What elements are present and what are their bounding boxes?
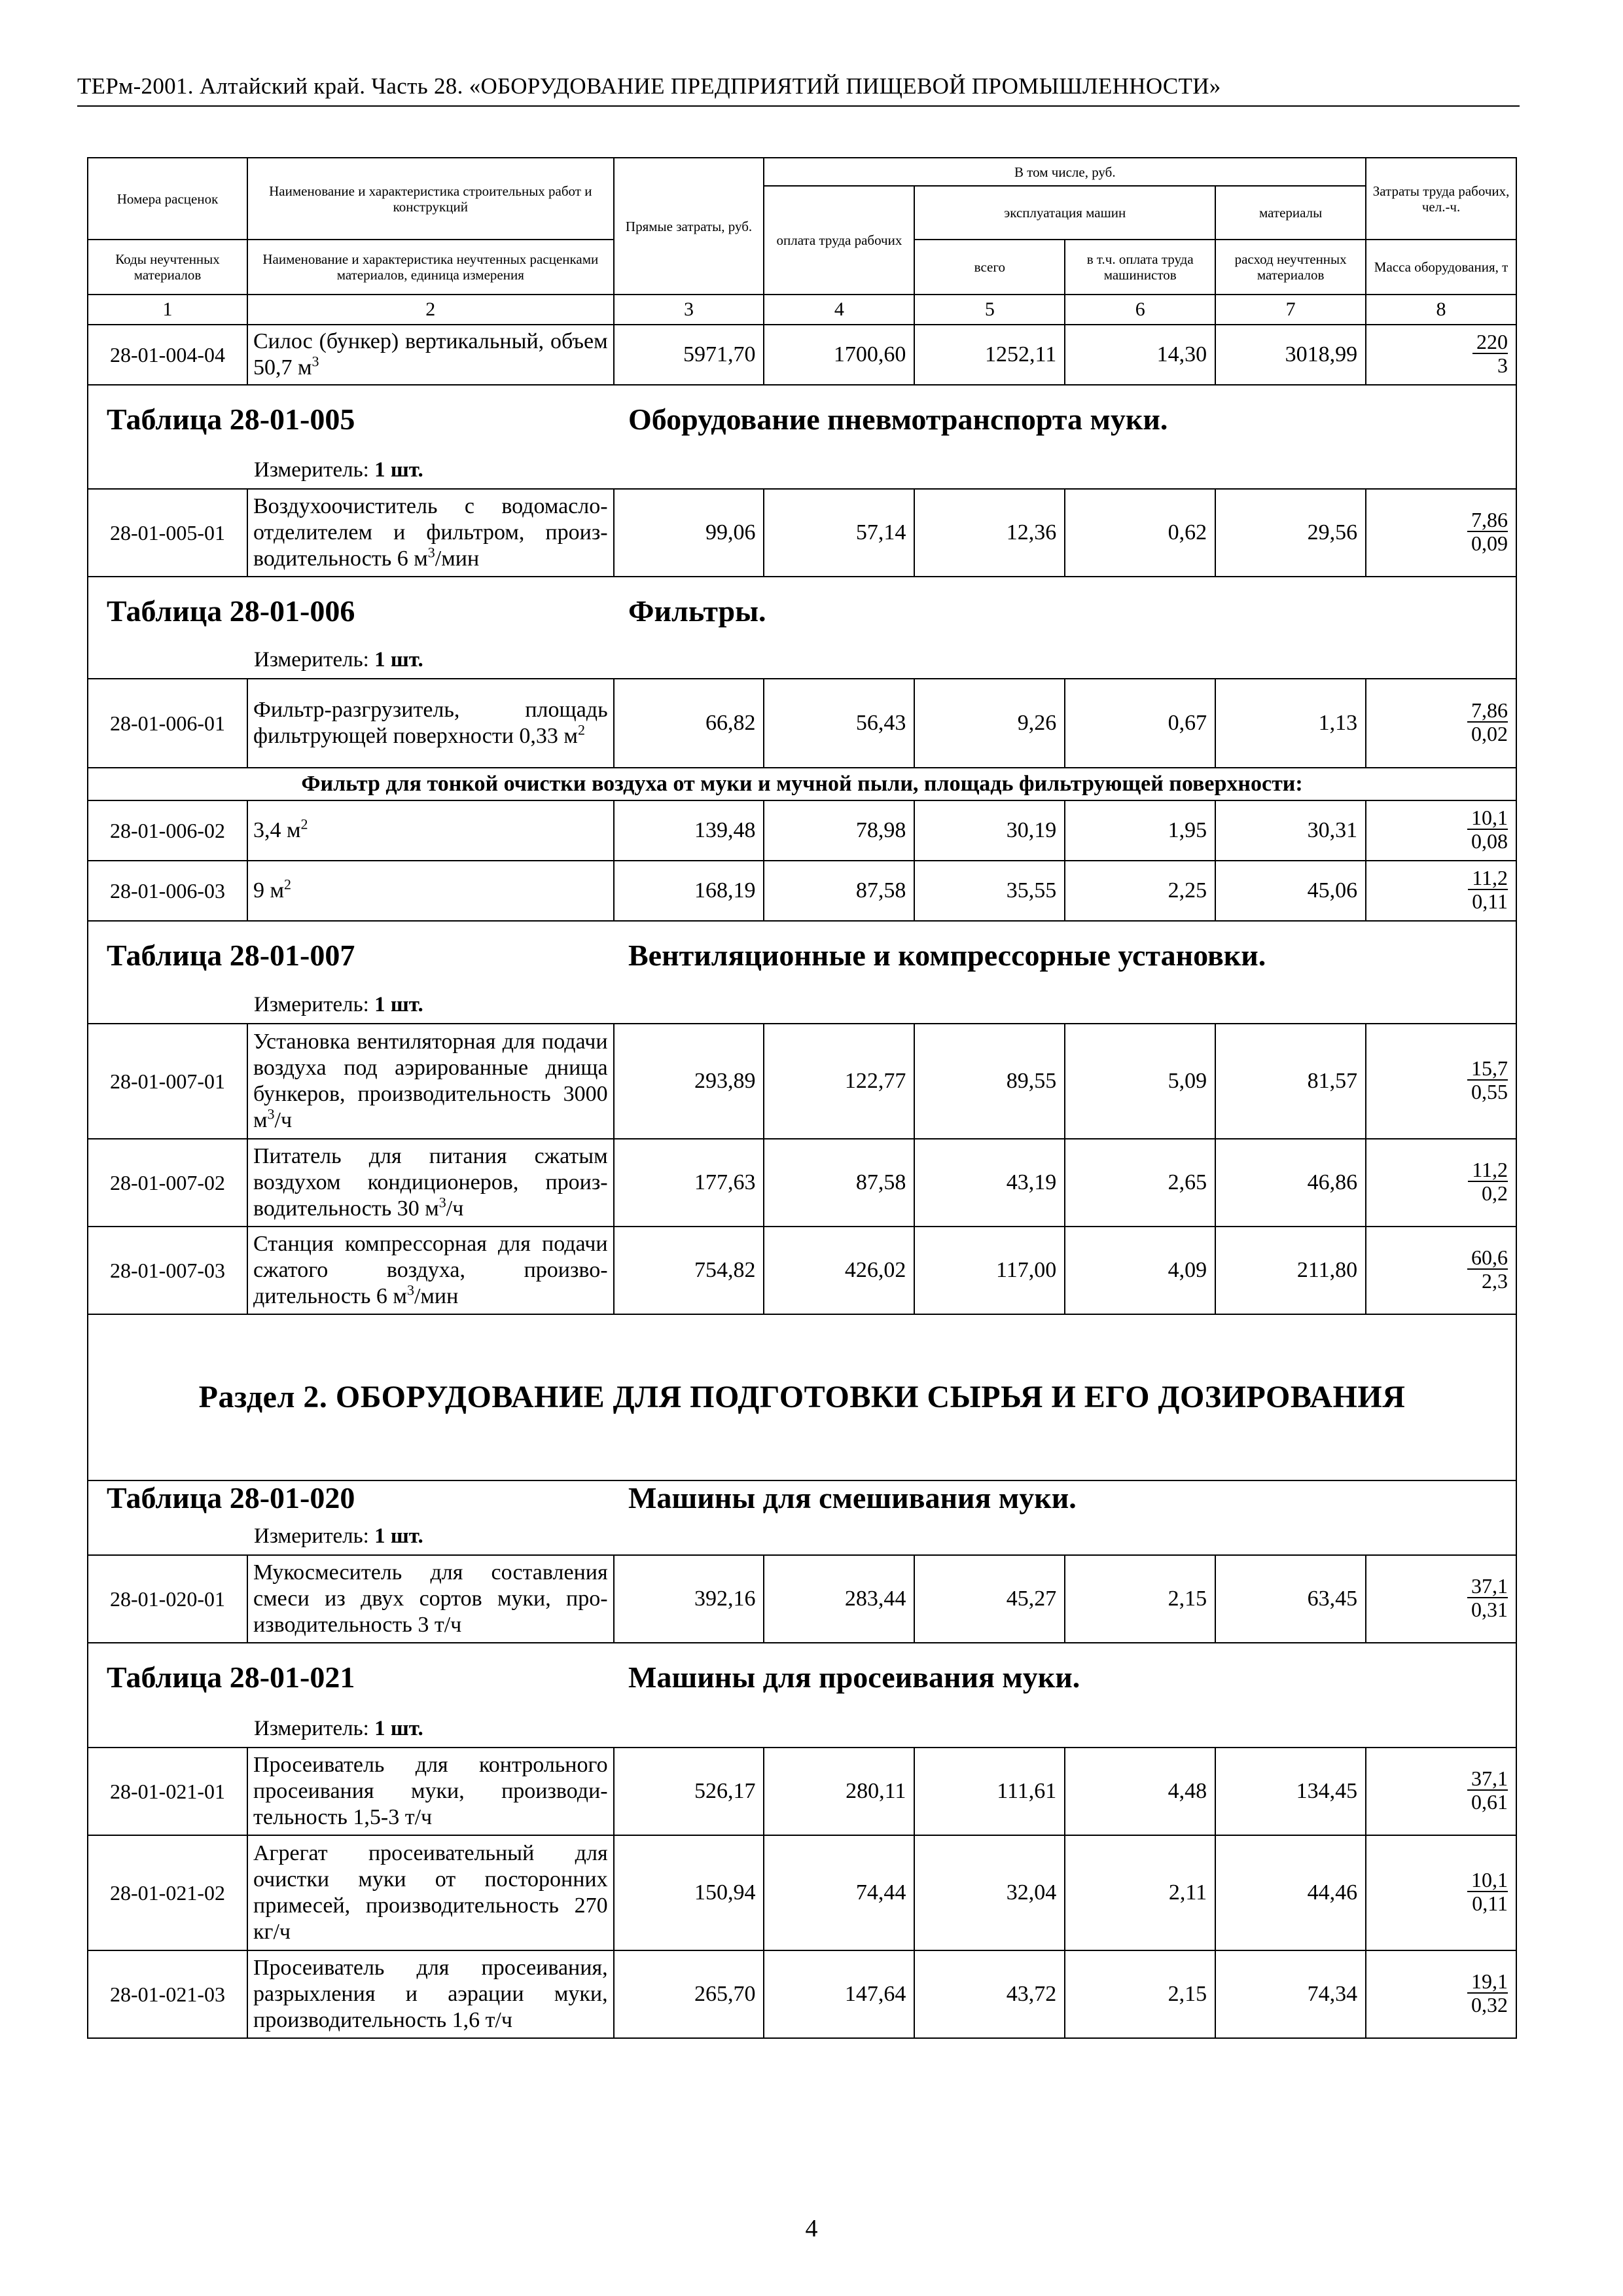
direct-costs: 168,19 — [614, 861, 764, 921]
col-number: 8 — [1366, 295, 1516, 325]
price-table — [87, 157, 1517, 2039]
rate-code: 28-01-007-02 — [88, 1139, 247, 1227]
col-number: 1 — [88, 295, 247, 325]
direct-costs: 526,17 — [614, 1748, 764, 1835]
machinist-pay: 2,25 — [1065, 861, 1215, 921]
equipment-mass: 0,31 — [1471, 1598, 1508, 1621]
col-number: 4 — [764, 295, 914, 325]
section-heading: Раздел 2. ОБОРУДОВАНИЕ ДЛЯ ПОДГОТОВКИ СЫРЬЯ И ЕГО ДОЗИРОВАНИЯ — [88, 1314, 1516, 1480]
labor-hours: 7,86 — [1467, 509, 1508, 532]
labor-and-mass — [1366, 1748, 1516, 1835]
equipment-mass: 3 — [1497, 353, 1508, 377]
machinist-pay: 0,67 — [1065, 679, 1215, 768]
labor-pay: 426,02 — [764, 1227, 914, 1314]
materials: 45,06 — [1215, 861, 1366, 921]
labor-hours: 11,2 — [1468, 867, 1508, 890]
table-title-row — [88, 1480, 1516, 1555]
section-row — [88, 1314, 1516, 1480]
materials: 46,86 — [1215, 1139, 1366, 1227]
labor-hours: 37,1 — [1467, 1767, 1508, 1791]
work-description: 9 $м^2$ — [247, 861, 614, 921]
table-name: Машины для просеивания муки. — [628, 1660, 1080, 1694]
measure-unit: Измеритель: 1 шт. — [254, 993, 423, 1016]
labor-pay: 87,58 — [764, 1139, 914, 1227]
col1-head-a: Номера расценок — [88, 158, 247, 240]
equipment-mass: 2,3 — [1482, 1269, 1508, 1293]
materials: 134,45 — [1215, 1748, 1366, 1835]
labor-pay: 57,14 — [764, 489, 914, 577]
work-description: Мукосмеситель для составления смеси из двух сортов муки, производительность 3 т/ч — [247, 1555, 614, 1643]
machinist-pay: 4,09 — [1065, 1227, 1215, 1314]
col-number: 7 — [1215, 295, 1366, 325]
equipment-mass: 0,11 — [1472, 889, 1508, 913]
table-title-row — [88, 577, 1516, 679]
rate-code: 28-01-006-02 — [88, 800, 247, 861]
direct-costs: 150,94 — [614, 1835, 764, 1950]
table-title — [88, 1480, 1516, 1555]
header-row-1 — [88, 158, 1516, 186]
equipment-mass: 0,11 — [1472, 1892, 1508, 1915]
machine-total: 89,55 — [914, 1024, 1065, 1139]
rate-code: 28-01-021-02 — [88, 1835, 247, 1950]
table-row — [88, 1748, 1516, 1835]
expl-head: эксплуатация машин — [914, 186, 1215, 240]
labor-pay: 1700,60 — [764, 325, 914, 385]
labor-pay: 283,44 — [764, 1555, 914, 1643]
labor-and-mass — [1366, 1024, 1516, 1139]
measure-unit: Измеритель: 1 шт. — [254, 648, 423, 672]
work-description: Питатель для питания сжатым воздухом кондиционеров, производительность 30 $м^3/ч$ — [247, 1139, 614, 1227]
col8-head-b: Масса оборудования, т — [1366, 240, 1516, 295]
machinist-pay: 2,15 — [1065, 1950, 1215, 2038]
materials: 63,45 — [1215, 1555, 1366, 1643]
work-description: Просеиватель для контрольного просеивания муки, производительность 1,5-3 т/ч — [247, 1748, 614, 1835]
direct-costs: 177,63 — [614, 1139, 764, 1227]
labor-pay: 147,64 — [764, 1950, 914, 2038]
table-row — [88, 1835, 1516, 1950]
table-number: Таблица 28-01-020 — [107, 1481, 355, 1515]
table-number: Таблица 28-01-021 — [107, 1660, 355, 1694]
col3-head: Прямые затраты, руб. — [614, 158, 764, 295]
machinist-pay: 2,65 — [1065, 1139, 1215, 1227]
machinist-pay: 5,09 — [1065, 1024, 1215, 1139]
materials: 1,13 — [1215, 679, 1366, 768]
header-rule — [77, 105, 1520, 107]
rate-code: 28-01-021-01 — [88, 1748, 247, 1835]
table-number: Таблица 28-01-005 — [107, 403, 355, 436]
table-row — [88, 679, 1516, 768]
table-name: Оборудование пневмотранспорта муки. — [628, 403, 1168, 436]
rate-code: 28-01-006-01 — [88, 679, 247, 768]
direct-costs: 139,48 — [614, 800, 764, 861]
table-title-row — [88, 921, 1516, 1024]
machine-total: 30,19 — [914, 800, 1065, 861]
labor-pay: 122,77 — [764, 1024, 914, 1139]
rate-code: 28-01-021-03 — [88, 1950, 247, 2038]
labor-and-mass — [1366, 489, 1516, 577]
labor-hours: 11,2 — [1468, 1158, 1508, 1182]
materials: 74,34 — [1215, 1950, 1366, 2038]
labor-pay: 74,44 — [764, 1835, 914, 1950]
table-row — [88, 325, 1516, 385]
col6-head: в т.ч. оплата труда машинистов — [1065, 240, 1215, 295]
table-title-row — [88, 1643, 1516, 1748]
col-number: 3 — [614, 295, 764, 325]
mat-head: материалы — [1215, 186, 1366, 240]
labor-pay: 87,58 — [764, 861, 914, 921]
machine-total: 12,36 — [914, 489, 1065, 577]
labor-pay: 280,11 — [764, 1748, 914, 1835]
labor-hours: 15,7 — [1467, 1057, 1508, 1081]
running-header: ТЕРм-2001. Алтайский край. Часть 28. «ОБОРУДОВАНИЕ ПРЕДПРИЯТИЙ ПИЩЕВОЙ ПРОМЫШЛЕННОСТИ» — [77, 73, 1221, 99]
equipment-mass: 0,08 — [1471, 829, 1508, 853]
col-number: 6 — [1065, 295, 1215, 325]
materials: 3018,99 — [1215, 325, 1366, 385]
direct-costs: 265,70 — [614, 1950, 764, 2038]
table-row — [88, 800, 1516, 861]
equipment-mass: 0,32 — [1471, 1993, 1508, 2017]
labor-hours: 19,1 — [1467, 1970, 1508, 1994]
labor-hours: 10,1 — [1467, 1869, 1508, 1892]
table-row — [88, 1024, 1516, 1139]
machinist-pay: 2,15 — [1065, 1555, 1215, 1643]
table-name: Вентиляционные и компрессорные установки. — [628, 939, 1266, 972]
col2-head-b: Наименование и характеристика неучтенных расценками материалов, единица измерения — [247, 240, 614, 295]
materials: 81,57 — [1215, 1024, 1366, 1139]
measure-unit: Измеритель: 1 шт. — [254, 1524, 423, 1548]
equipment-mass: 0,55 — [1471, 1080, 1508, 1103]
labor-and-mass — [1366, 679, 1516, 768]
measure-unit: Измеритель: 1 шт. — [254, 1717, 423, 1740]
labor-and-mass — [1366, 1950, 1516, 2038]
labor-pay: 78,98 — [764, 800, 914, 861]
direct-costs: 293,89 — [614, 1024, 764, 1139]
equipment-mass: 0,02 — [1471, 722, 1508, 745]
rate-code: 28-01-020-01 — [88, 1555, 247, 1643]
rate-code: 28-01-006-03 — [88, 861, 247, 921]
machine-total: 32,04 — [914, 1835, 1065, 1950]
machine-total: 9,26 — [914, 679, 1065, 768]
table-number: Таблица 28-01-007 — [107, 939, 355, 972]
direct-costs: 392,16 — [614, 1555, 764, 1643]
labor-hours: 10,1 — [1467, 806, 1508, 830]
labor-and-mass — [1366, 1555, 1516, 1643]
col4-head: оплата труда рабочих — [764, 186, 914, 295]
work-description: Фильтр-разгрузитель, площадь фильтрующей поверхности 0,33 $м^2$ — [247, 679, 614, 768]
col-number: 5 — [914, 295, 1065, 325]
table-name: Машины для смешивания муки. — [628, 1481, 1077, 1515]
table-name: Фильтры. — [628, 594, 766, 628]
rate-code: 28-01-005-01 — [88, 489, 247, 577]
machine-total: 43,19 — [914, 1139, 1065, 1227]
table-title — [88, 385, 1516, 489]
work-description: Просеиватель для просеивания, разрыхления и аэрации муки, производительность 1,6 т/ч — [247, 1950, 614, 2038]
machinist-pay: 2,11 — [1065, 1835, 1215, 1950]
machine-total: 117,00 — [914, 1227, 1065, 1314]
table-number: Таблица 28-01-006 — [107, 594, 355, 628]
machine-total: 111,61 — [914, 1748, 1065, 1835]
machine-total: 1252,11 — [914, 325, 1065, 385]
measure-unit: Измеритель: 1 шт. — [254, 458, 423, 482]
materials: 30,31 — [1215, 800, 1366, 861]
equipment-mass: 0,2 — [1482, 1181, 1508, 1205]
machine-total: 35,55 — [914, 861, 1065, 921]
materials: 29,56 — [1215, 489, 1366, 577]
column-numbers-row — [88, 295, 1516, 325]
table-title — [88, 577, 1516, 679]
table-title-row — [88, 385, 1516, 489]
table-row — [88, 1950, 1516, 2038]
equipment-mass: 0,09 — [1471, 531, 1508, 555]
labor-and-mass — [1366, 325, 1516, 385]
col-number: 2 — [247, 295, 614, 325]
rate-code: 28-01-007-03 — [88, 1227, 247, 1314]
table-row — [88, 1139, 1516, 1227]
materials: 211,80 — [1215, 1227, 1366, 1314]
labor-hours: 60,6 — [1467, 1246, 1508, 1270]
work-description: Станция компрессорная для подачи сжатого воздуха, производительность 6 $м^3$/мин — [247, 1227, 614, 1314]
direct-costs: 99,06 — [614, 489, 764, 577]
work-description: Установка вентиляторная для подачи воздуха под аэрированные днища бункеров, производительность 3000 $м^3/ч$ — [247, 1024, 614, 1139]
col7-head: расход неучтенных материалов — [1215, 240, 1366, 295]
direct-costs: 66,82 — [614, 679, 764, 768]
machinist-pay: 1,95 — [1065, 800, 1215, 861]
labor-hours: 7,86 — [1467, 699, 1508, 723]
labor-pay: 56,43 — [764, 679, 914, 768]
subheading: Фильтр для тонкой очистки воздуха от муки и мучной пыли, площадь фильтрующей поверхности: — [88, 768, 1516, 800]
col1-head-b: Коды неучтенных материалов — [88, 240, 247, 295]
work-description: 3,4 $м^2$ — [247, 800, 614, 861]
machinist-pay: 14,30 — [1065, 325, 1215, 385]
col8-head-a: Затраты труда рабочих, чел.-ч. — [1366, 158, 1516, 240]
direct-costs: 5971,70 — [614, 325, 764, 385]
labor-hours: 220 — [1472, 331, 1508, 354]
table-title — [88, 1643, 1516, 1748]
table-row — [88, 489, 1516, 577]
machine-total: 45,27 — [914, 1555, 1065, 1643]
work-description: Агрегат просеивательный для очистки муки от посторонних примесей, производительность 270 кг/ч — [247, 1835, 614, 1950]
equipment-mass: 0,61 — [1471, 1790, 1508, 1814]
machinist-pay: 4,48 — [1065, 1748, 1215, 1835]
labor-and-mass — [1366, 800, 1516, 861]
labor-and-mass — [1366, 1139, 1516, 1227]
labor-and-mass — [1366, 1835, 1516, 1950]
machine-total: 43,72 — [914, 1950, 1065, 2038]
labor-and-mass — [1366, 861, 1516, 921]
table-row — [88, 861, 1516, 921]
rate-code: 28-01-007-01 — [88, 1024, 247, 1139]
subheading-row — [88, 768, 1516, 800]
table-row — [88, 1227, 1516, 1314]
machinist-pay: 0,62 — [1065, 489, 1215, 577]
work-description: Воздухоочиститель с водомаслоотделителем и фильтром, производительность 6 $м^3$/мин — [247, 489, 614, 577]
col2-head-a: Наименование и характеристика строительных работ и конструкций — [247, 158, 614, 240]
work-description: Силос (бункер) вертикальный, объем 50,7 $м^3$ — [247, 325, 614, 385]
table-row — [88, 1555, 1516, 1643]
labor-and-mass — [1366, 1227, 1516, 1314]
materials: 44,46 — [1215, 1835, 1366, 1950]
rate-code: 28-01-004-04 — [88, 325, 247, 385]
page-number: 4 — [805, 2215, 818, 2242]
incl-head: В том числе, руб. — [764, 158, 1366, 186]
direct-costs: 754,82 — [614, 1227, 764, 1314]
col5-head: всего — [914, 240, 1065, 295]
table-title — [88, 921, 1516, 1024]
labor-hours: 37,1 — [1467, 1575, 1508, 1598]
